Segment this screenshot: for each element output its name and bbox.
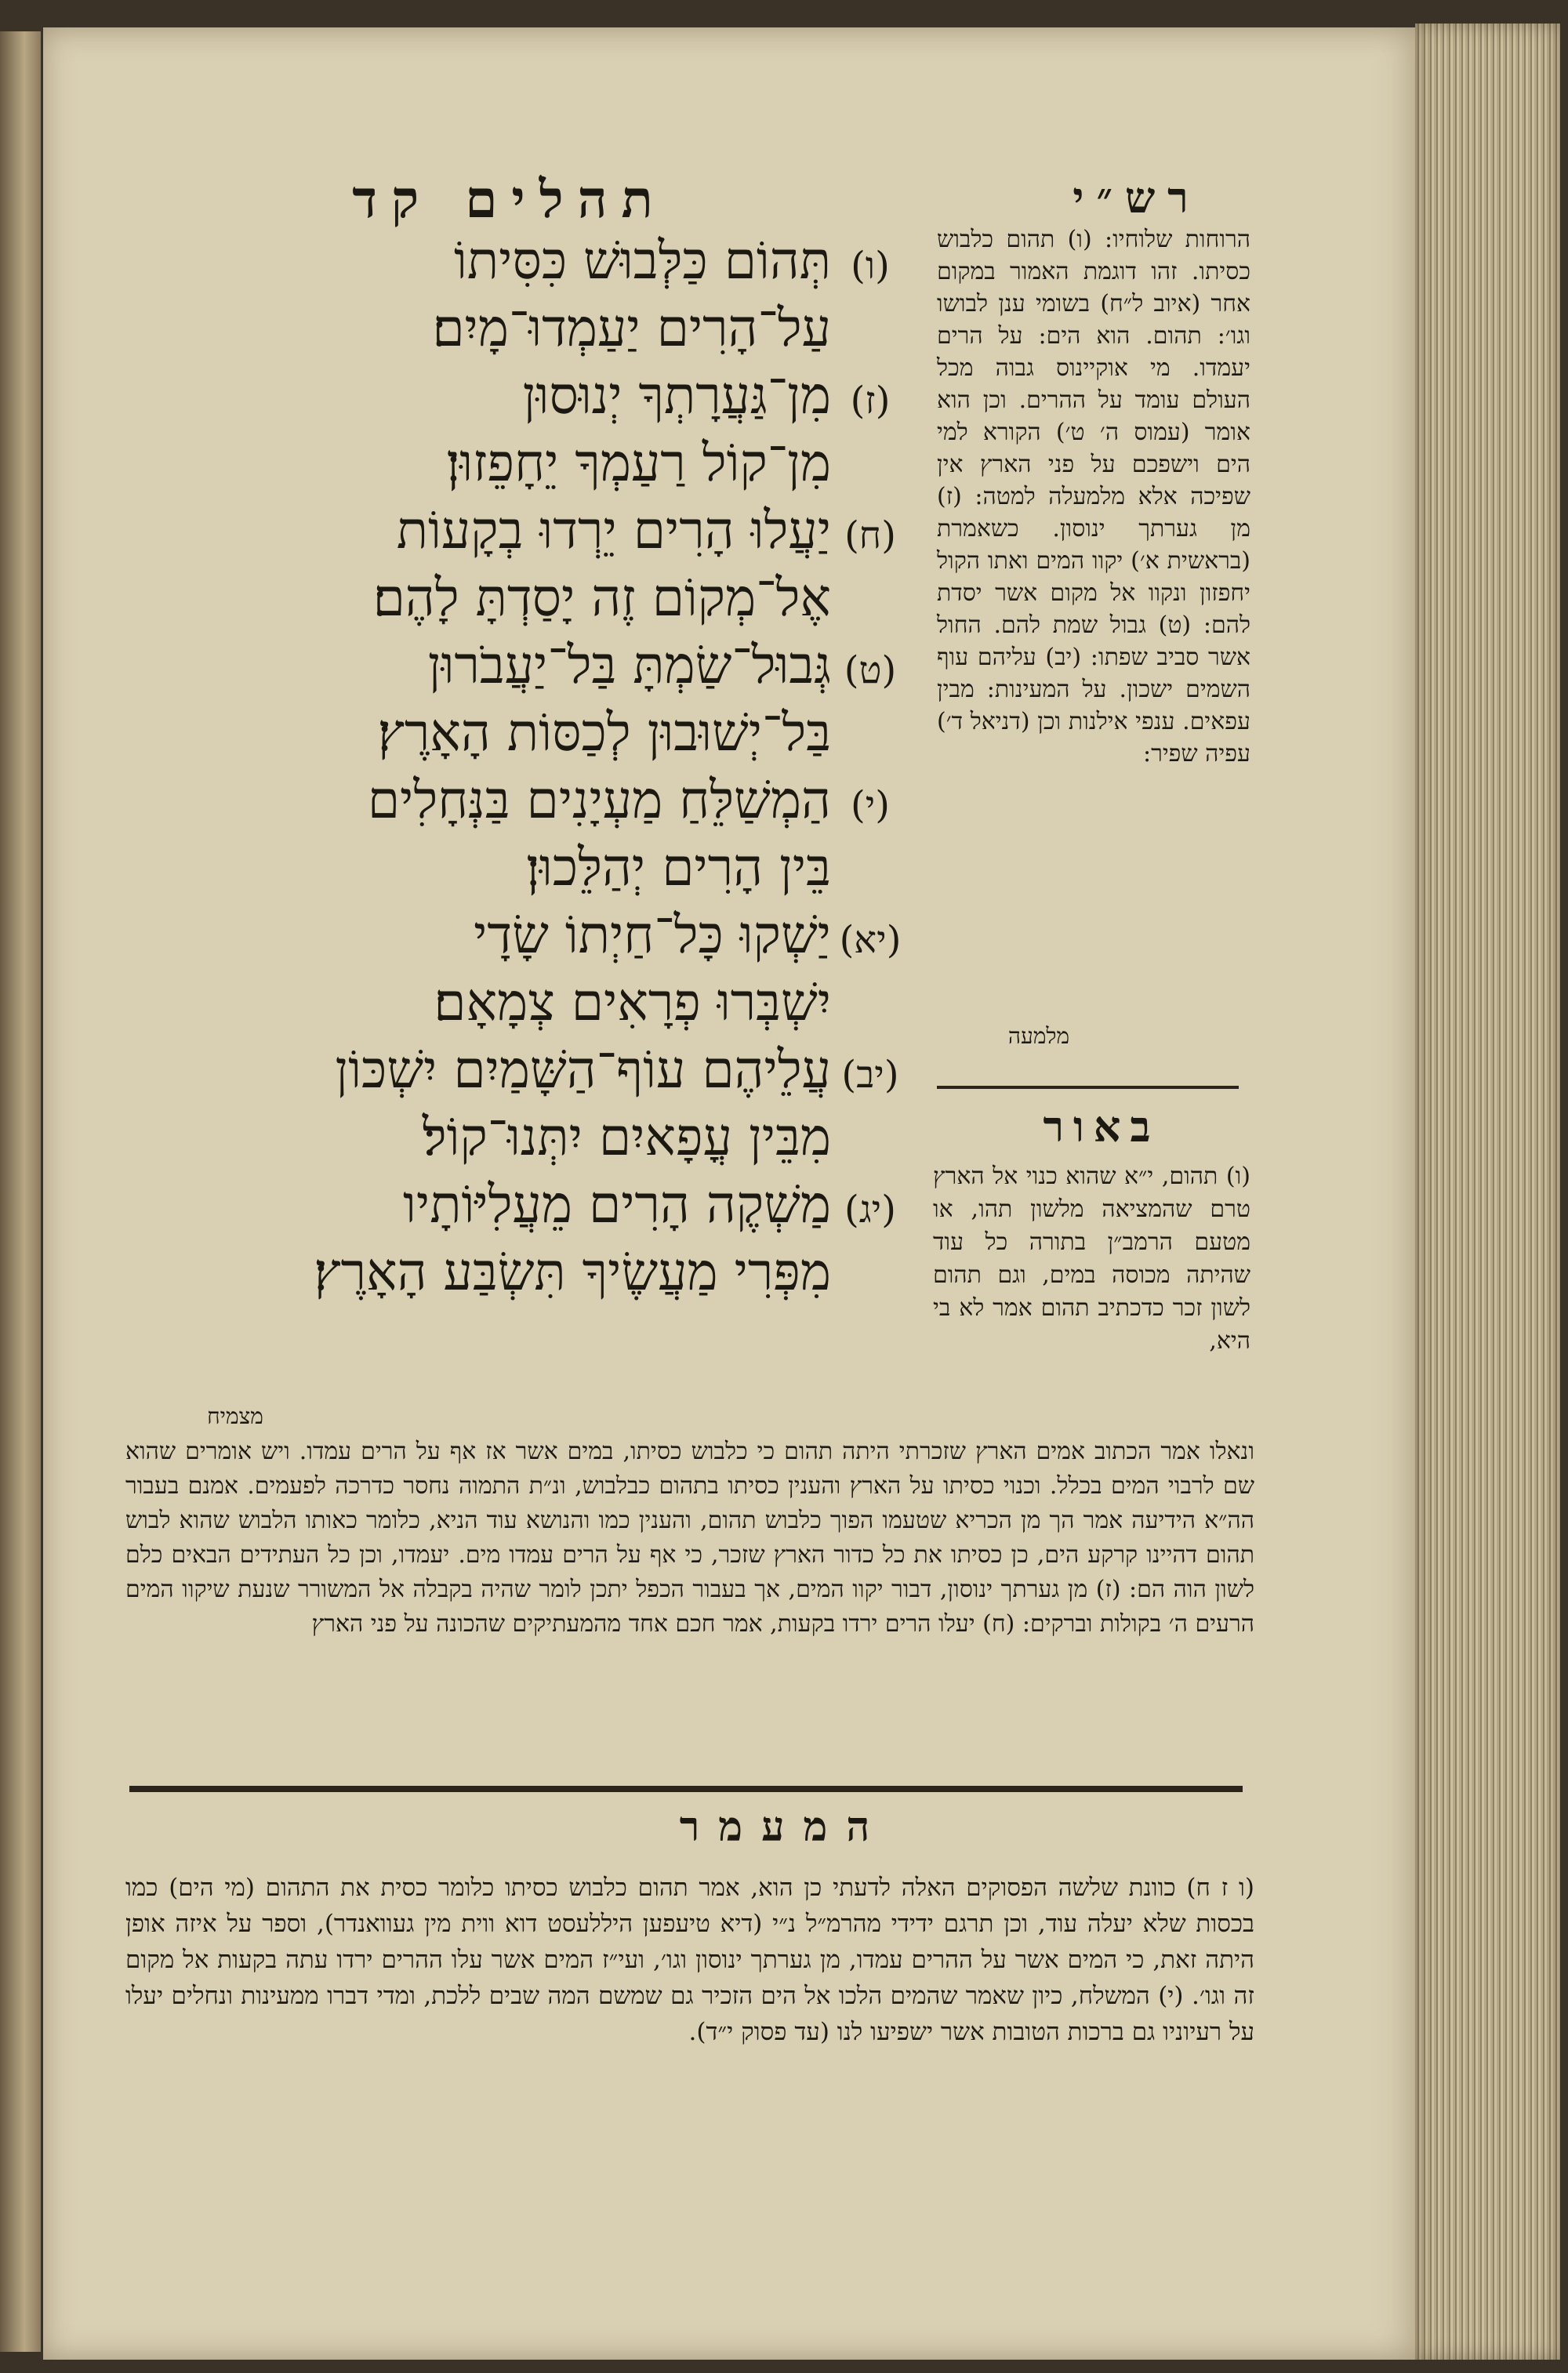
biur-catchword: מצמיח [207,1403,263,1429]
verse-line [157,767,909,834]
verse-line [157,497,909,564]
verse-number: (ח) [844,513,896,557]
verse-text: תְּהוֹם כַּלְּבוּשׁ כִּסִּיתוֹ [453,230,831,291]
rashi-commentary: הרוחות שלוחיו: (ו) תהום כלבוש כסיתו. זהו דוגמת האמור במקום אחר (איוב ל״ח) בשומי ענן לבושו וגו׳: תהום. הוא הים: על הרים יעמדו. מי אוקיינוס גבוה מכל העולם עומד על ההרים. וכן הוא אומר (עמוס ה׳ ט׳) הקורא למי הים וישפכם על פני הארץ אין שפיכה אלא מלמעלה למטה: (ז) מן גערתך ינוסון. כשאמרת (בראשית א׳) יקוו המים ואתו הקול יחפזון ונקוו אל מקום אשר יסדת להם: (ט) גבול שמת להם. החול אשר סביב שפתו: (יב) עליהם עוף השמים ישכון. על המעינות: מבין עפאים. ענפי אילנות וכן (דניאל ד׳) עפיה שפיר: [937,226,1250,767]
verse-line [157,969,909,1036]
section-divider [129,1786,1243,1792]
verse-text: יִשְׁבְּרוּ פְרָאִים צְמָאָם׃ [434,972,831,1032]
rashi-catchword: מלמעה [1007,1023,1070,1049]
verse-number: (יג) [844,1188,896,1232]
verse-text: אֶל־מְקוֹם זֶה יָסַדְתָּ לָהֶם׃ [372,568,831,628]
meamar-text: (ו ז ח) כוונת שלשה הפסוקים האלה לדעתי כן הוא, אמר תהום כלבוש כסיתו כלומר כסית את התהום (מי הים) כמו בכסות שלא יעלה עוד, וכן תרגם ידידי מהרמ״ל נ״י (דיא טיעפען היללעסט דוא ווית מין געוואנדר), וספר על איזה אופן היתה זאת, כי המים אשר על ההרים עמדו, מן גערתך ינוסון וגו׳, ועי״ז המים אשר עלו ההרים ירדו עתה בקעות אל מקום זה וגו׳. (י) המשלח, כיון שאמר שהמים הלכו אל הים הזכיר גם שמשם המה שבים ללכת, ומדי דברו ממעינות ונחלים יעלו על רעיוניו גם ברכות הטובות אשר ישפיעו לנו (עד פסוק י״ד). [125,1874,1254,2046]
verse-line [157,1036,909,1104]
page-fore-edge [1415,24,1560,2360]
verse-line [157,834,909,902]
verse-text: בַּל־יְשׁוּבוּן לְכַסּוֹת הָאָרֶץ׃ [377,702,831,763]
verse-text: יַשְׁקוּ כָּל־חַיְתוֹ שָׂדָי [474,905,831,965]
verse-line [157,430,909,497]
verse-line [157,632,909,699]
verse-text: הַמְשַׁלֵּחַ מַעְיָנִים בַּנְּחָלִים [367,770,831,830]
verse-number: (יא) [839,918,902,962]
verse-text: יַעֲלוּ הָרִים יֵרְדוּ בְקָעוֹת [396,500,831,561]
verse-line [157,564,909,632]
verse-number: (ז) [850,379,891,423]
biur-full-text: ונאלו אמר הכתוב אמים הארץ שזכרתי היתה תהום כי כלבוש כסיתו, במים אשר אז אף על הרים עמדו. ויש אומרים שהוא שם לרבוי המים בכלל. וכנוי כסיתו על הארץ והענין כסיתו בתהום כבלבוש, ונ״ת התמוה נחסר כדרכה לפעמים. אמנם בעבור הה״א הידיעה אמר הך מן הכריא שטעמו הפוך כלבוש תהום, והענין כמו והנושא עוד הניא, כלומר כאותו הלבוש שהוא לבוש תהום דהיינו קרקע הים, כן כסיתו את כל כדור הארץ שזכר, כי אף על הרים עמדו מים. יעמדו, וכן כל העתידים הבאים כלם לשון הוה הם: (ז) מן גערתך ינוסון, דבור יקוו המים, אך בעבור הכפל יתכן לומר שהיה בקבלה אל המשורר שנעת שיקוו המים הרעים ה׳ בקולות וברקים: (ח) יעלו הרים ירדו בקעות, אמר חכם אחד מהמעתיקים שהכונה על פני הארץ [125,1438,1254,1638]
verse-text: מִן־גַּעֲרָתְךָ יְנוּסוּן [522,365,831,426]
psalm-verses [157,227,909,1306]
verse-line [157,699,909,767]
verse-line [157,362,909,430]
verse-number: (יב) [841,1053,899,1097]
verse-number: (ו) [851,244,890,288]
biur-heading: באור [1043,1101,1160,1152]
meamar-heading: המעמר [679,1803,889,1851]
verse-line [157,902,909,969]
verse-text: עֲלֵיהֶם עוֹף־הַשָּׁמַיִם יִשְׁכּוֹן [335,1040,831,1100]
verse-text: מִפְּרִי מַעֲשֶׂיךָ תִּשְׂבַּע הָאָרֶץ׃ [314,1242,831,1302]
verse-text: עַל־הָרִים יַעַמְדוּ־מָיִם׃ [432,298,831,358]
left-page-edge [0,31,41,2352]
running-title: תהלים קד [352,169,667,230]
verse-text: מִן־קוֹל רַעַמְךָ יֵחָפֵזוּן׃ [446,433,831,493]
verse-number: (ט) [844,648,897,692]
biur-column-text: (ו) תהום, י״א שהוא כנוי אל הארץ טרם שהמציאה מלשון תהו, או מטעם הרמב״ן בתורה כל עוד שהיתה מכוסה במים, וגם תהום לשון זכר כדכתיב תהום אמר לא בי היא, [933,1163,1250,1355]
verse-line [157,227,909,295]
verse-text: בֵּין הָרִים יְהַלֵּכוּן׃ [526,837,831,898]
verse-line [157,1104,909,1171]
verse-line [157,1239,909,1306]
verse-line [157,295,909,362]
verse-number: (י) [850,783,891,827]
rashi-heading: רש״י [1073,172,1201,223]
verse-text: גְּבוּל־שַׂמְתָּ בַּל־יַעֲבֹרוּן [427,635,831,695]
verse-text: מִבֵּין עֳפָאיִם יִתְּנוּ־קוֹל׃ [422,1107,831,1167]
verse-text: מַשְׁקֶה הָרִים מֵעֲלִיּוֹתָיו [403,1174,831,1235]
verse-line [157,1171,909,1239]
column-divider [937,1086,1239,1089]
